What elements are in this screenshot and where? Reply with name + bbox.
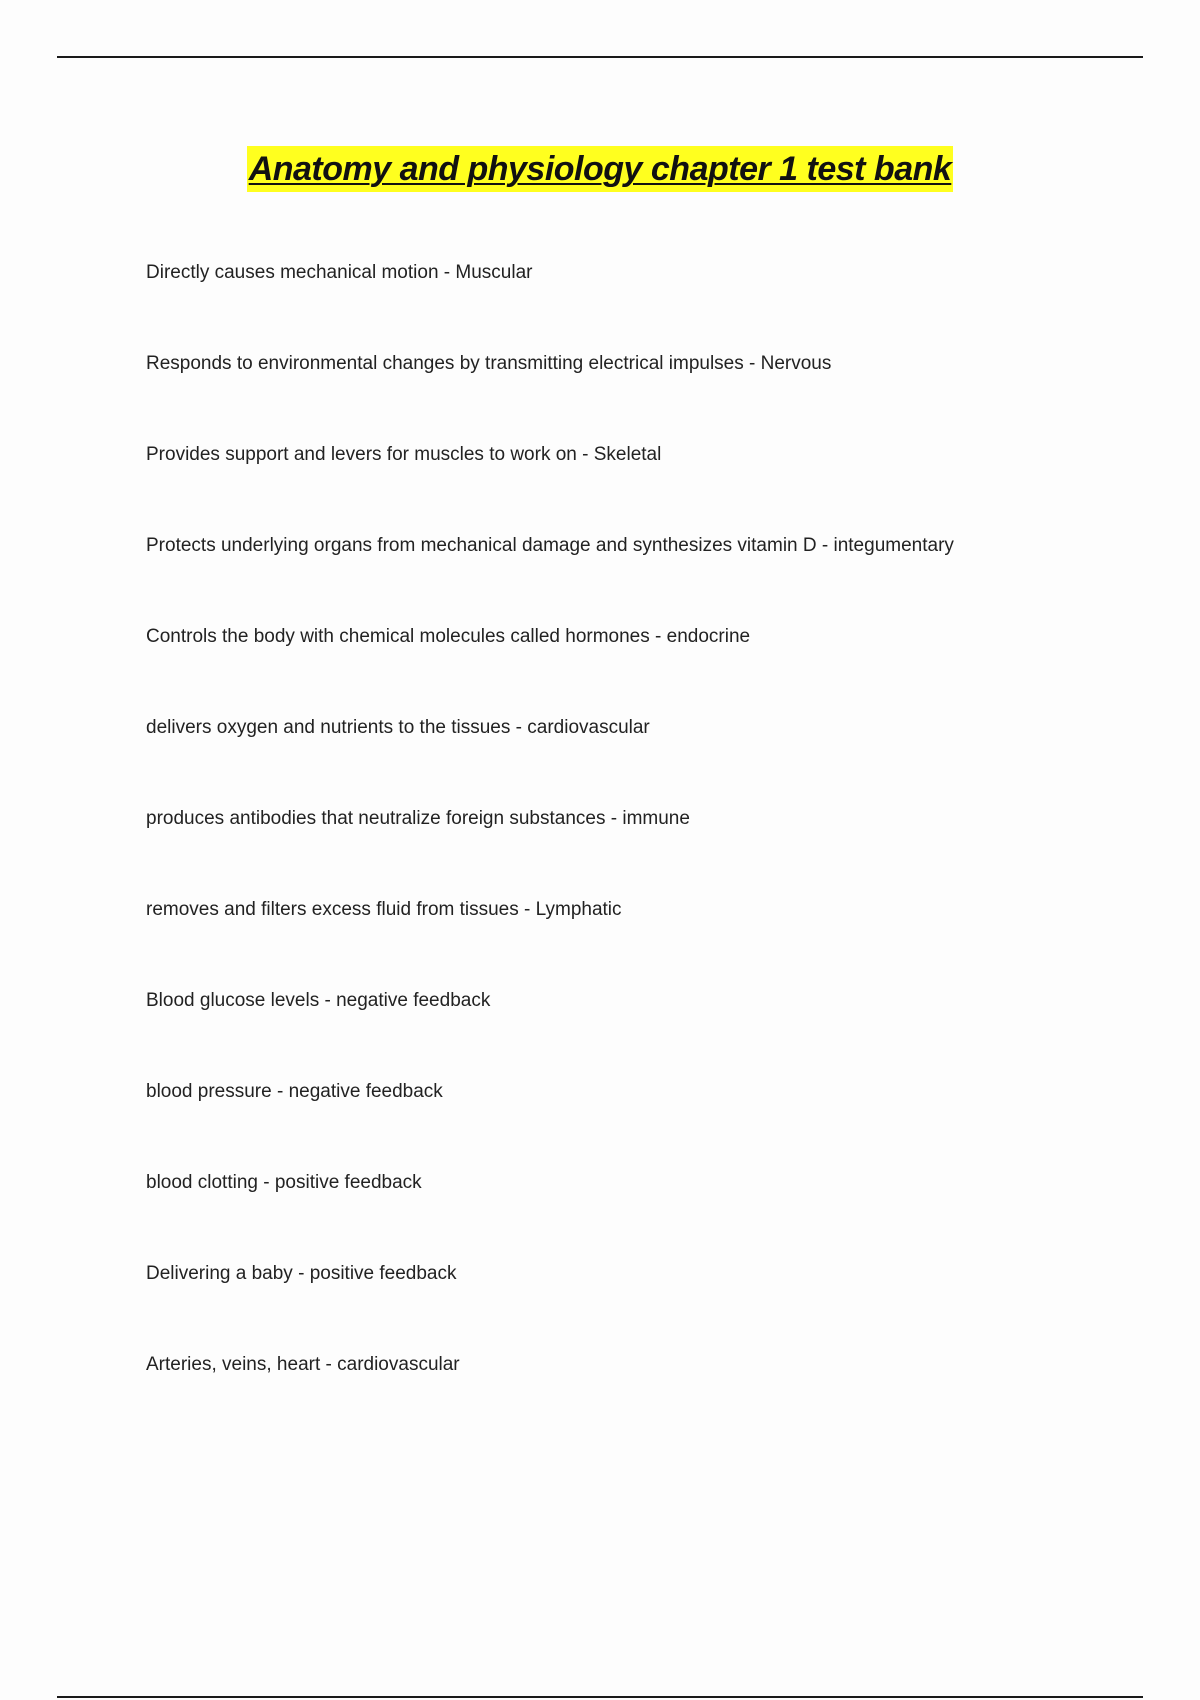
- header-rule: [57, 56, 1143, 58]
- page-title: Anatomy and physiology chapter 1 test bank: [247, 146, 954, 192]
- qa-item: Provides support and levers for muscles to work on - Skeletal: [146, 444, 662, 465]
- qa-item: Protects underlying organs from mechanical damage and synthesizes vitamin D - integumentary: [146, 535, 954, 556]
- title-container: [0, 146, 1200, 192]
- qa-item: Arteries, veins, heart - cardiovascular: [146, 1354, 460, 1375]
- qa-item: Directly causes mechanical motion - Muscular: [146, 262, 533, 283]
- footer-rule: [57, 1696, 1143, 1698]
- qa-item: Delivering a baby - positive feedback: [146, 1263, 457, 1284]
- qa-item: blood pressure - negative feedback: [146, 1081, 443, 1102]
- qa-item: removes and filters excess fluid from tissues - Lymphatic: [146, 899, 622, 920]
- qa-list: [146, 260, 1146, 1443]
- qa-item: Blood glucose levels - negative feedback: [146, 990, 491, 1011]
- qa-item: delivers oxygen and nutrients to the tissues - cardiovascular: [146, 717, 650, 738]
- qa-item: Controls the body with chemical molecules called hormones - endocrine: [146, 626, 751, 647]
- qa-item: Responds to environmental changes by transmitting electrical impulses - Nervous: [146, 353, 832, 374]
- qa-item: produces antibodies that neutralize foreign substances - immune: [146, 808, 690, 829]
- qa-item: blood clotting - positive feedback: [146, 1172, 422, 1193]
